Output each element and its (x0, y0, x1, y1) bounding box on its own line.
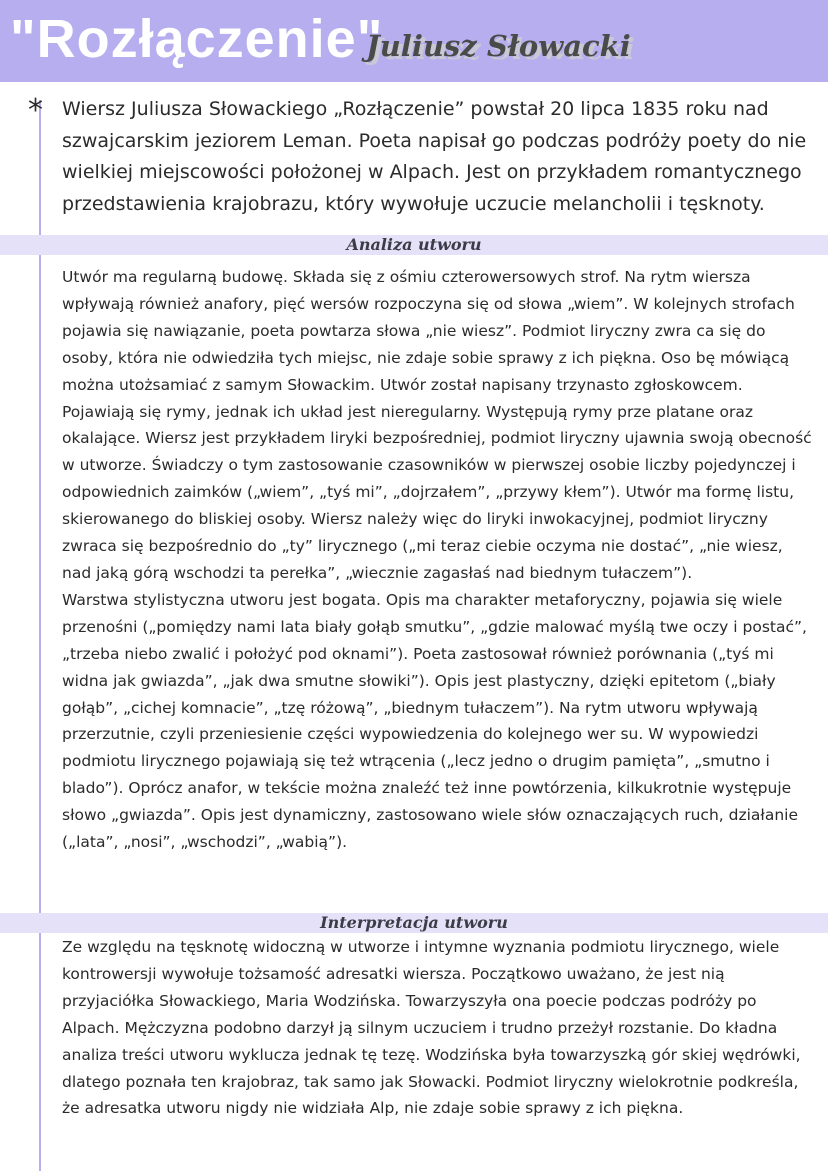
margin-line (39, 100, 41, 1171)
asterisk-bullet: * (28, 93, 43, 128)
analysis-paragraph-style: Warstwa stylistyczna utworu jest bogata. Opis ma charakter metaforyczny, pojawia się wiele przenośni („pomiędzy nami lata biały gołąb smutku”, „gdzie malować myślą twe oczy i postać”, „trzeba niebo zwalić i położyć pod oknami”). Poeta zastosował również porównania („tyś mi widna jak gwiazda”, „jak dwa smutne słowiki”). Opis jest plastyczny, dzięki epitetom („biały gołąb”, „cichej komnacie”, „tzę różową”, „biednym tułaczem”). Na rytm utworu wpływają przerzutnie, czyli przeniesienie części wypowiedzenia do kolejnego wer su. W wypowiedzi podmiotu lirycznego pojawiają się też wtrącenia („lecz jedno o drugim pamięta”, „smutno i blado”). Oprócz anafor, w tekście można znaleźć też inne powtórzenia, kilkukrotnie występuje słowo „gwiazda”. Opis jest dynamiczny, zastosowano wiele słów oznaczających ruch, działanie („lata”, „nosi”, „wschodzi”, „wabią”). (62, 590, 807, 852)
intro-paragraph: Wiersz Juliusza Słowackiego „Rozłączenie” powstał 20 lipca 1835 roku nad szwajcarskim jeziorem Leman. Poeta napisał go podczas podróży poety do nie wielkiej miejscowości położonej w Alpach. Jest on przykładem romantycznego przedstawienia krajobrazu, który wywołuje uczucie melancholii i tęsknoty. (62, 98, 807, 215)
author-name: Juliusz Słowacki (366, 29, 631, 63)
analysis-section (62, 264, 816, 856)
analysis-paragraph-structure: Utwór ma regularną budowę. Składa się z ośmiu czterowersowych strof. Na rytm wiersza wpływają również anafory, pięć wersów rozpoczyna się od słowa „wiem”. W kolejnych strofach pojawia się nawiązanie, poeta powtarza słowa „nie wiesz”. Podmiot liryczny zwra ca się do osoby, która nie odwiedziła tych miejsc, nie zdaje sobie sprawy z ich piękna. Oso bę mówiącą można utożsamiać z samym Słowackim. Utwór został napisany trzynasto zgłoskowcem. Pojawiają się rymy, jednak ich układ jest nieregularny. Występują rymy prze platane oraz okalające. Wiersz jest przykładem liryki bezpośredniej, podmiot liryczny ujawnia swoją obecność w utworze. Świadczy o tym zastosowanie czasowników w pierwszej osobie liczby pojedynczej i odpowiednich zaimków („wiem”, „tyś mi”, „dojrzałem”, „przywy kłem”). Utwór ma formę listu, skierowanego do bliskiej osoby. Wiersz należy więc do liryki inwokacyjnej, podmiot liryczny zwraca się bezpośrednio do „ty” lirycznego („mi teraz ciebie oczyma nie dostać”, „nie wiesz, nad jaką górą wschodzi ta perełka”, „wiecznie zagasłaś nad biednym tułaczem”). (62, 268, 812, 582)
interpretation-heading: Interpretacja utworu (320, 913, 508, 932)
analysis-heading: Analiza utworu (346, 235, 482, 254)
page-title: "Rozłączenie" (10, 9, 384, 69)
title-banner (0, 0, 828, 82)
interpretation-paragraph: Ze względu na tęsknotę widoczną w utworze i intymne wyznania podmiotu lirycznego, wiele kontrowersji wywołuje tożsamość adresatki wiersza. Początkowo uważano, że jest nią przyjaciółka Słowackiego, Maria Wodzińska. Towarzyszyła ona poecie podczas podróży po Alpach. Mężczyzna podobno darzył ją silnym uczuciem i trudno przeżył rozstanie. Do kładna analiza treści utworu wyklucza jednak tę tezę. Wodzińska była towarzyszką gór skiej wędrówki, dlatego poznała ten krajobraz, tak samo jak Słowacki. Podmiot liryczny wielokrotnie podkreśla, że adresatka utworu nigdy nie widziała Alp, nie zdaje sobie sprawy z ich piękna. (62, 938, 801, 1118)
